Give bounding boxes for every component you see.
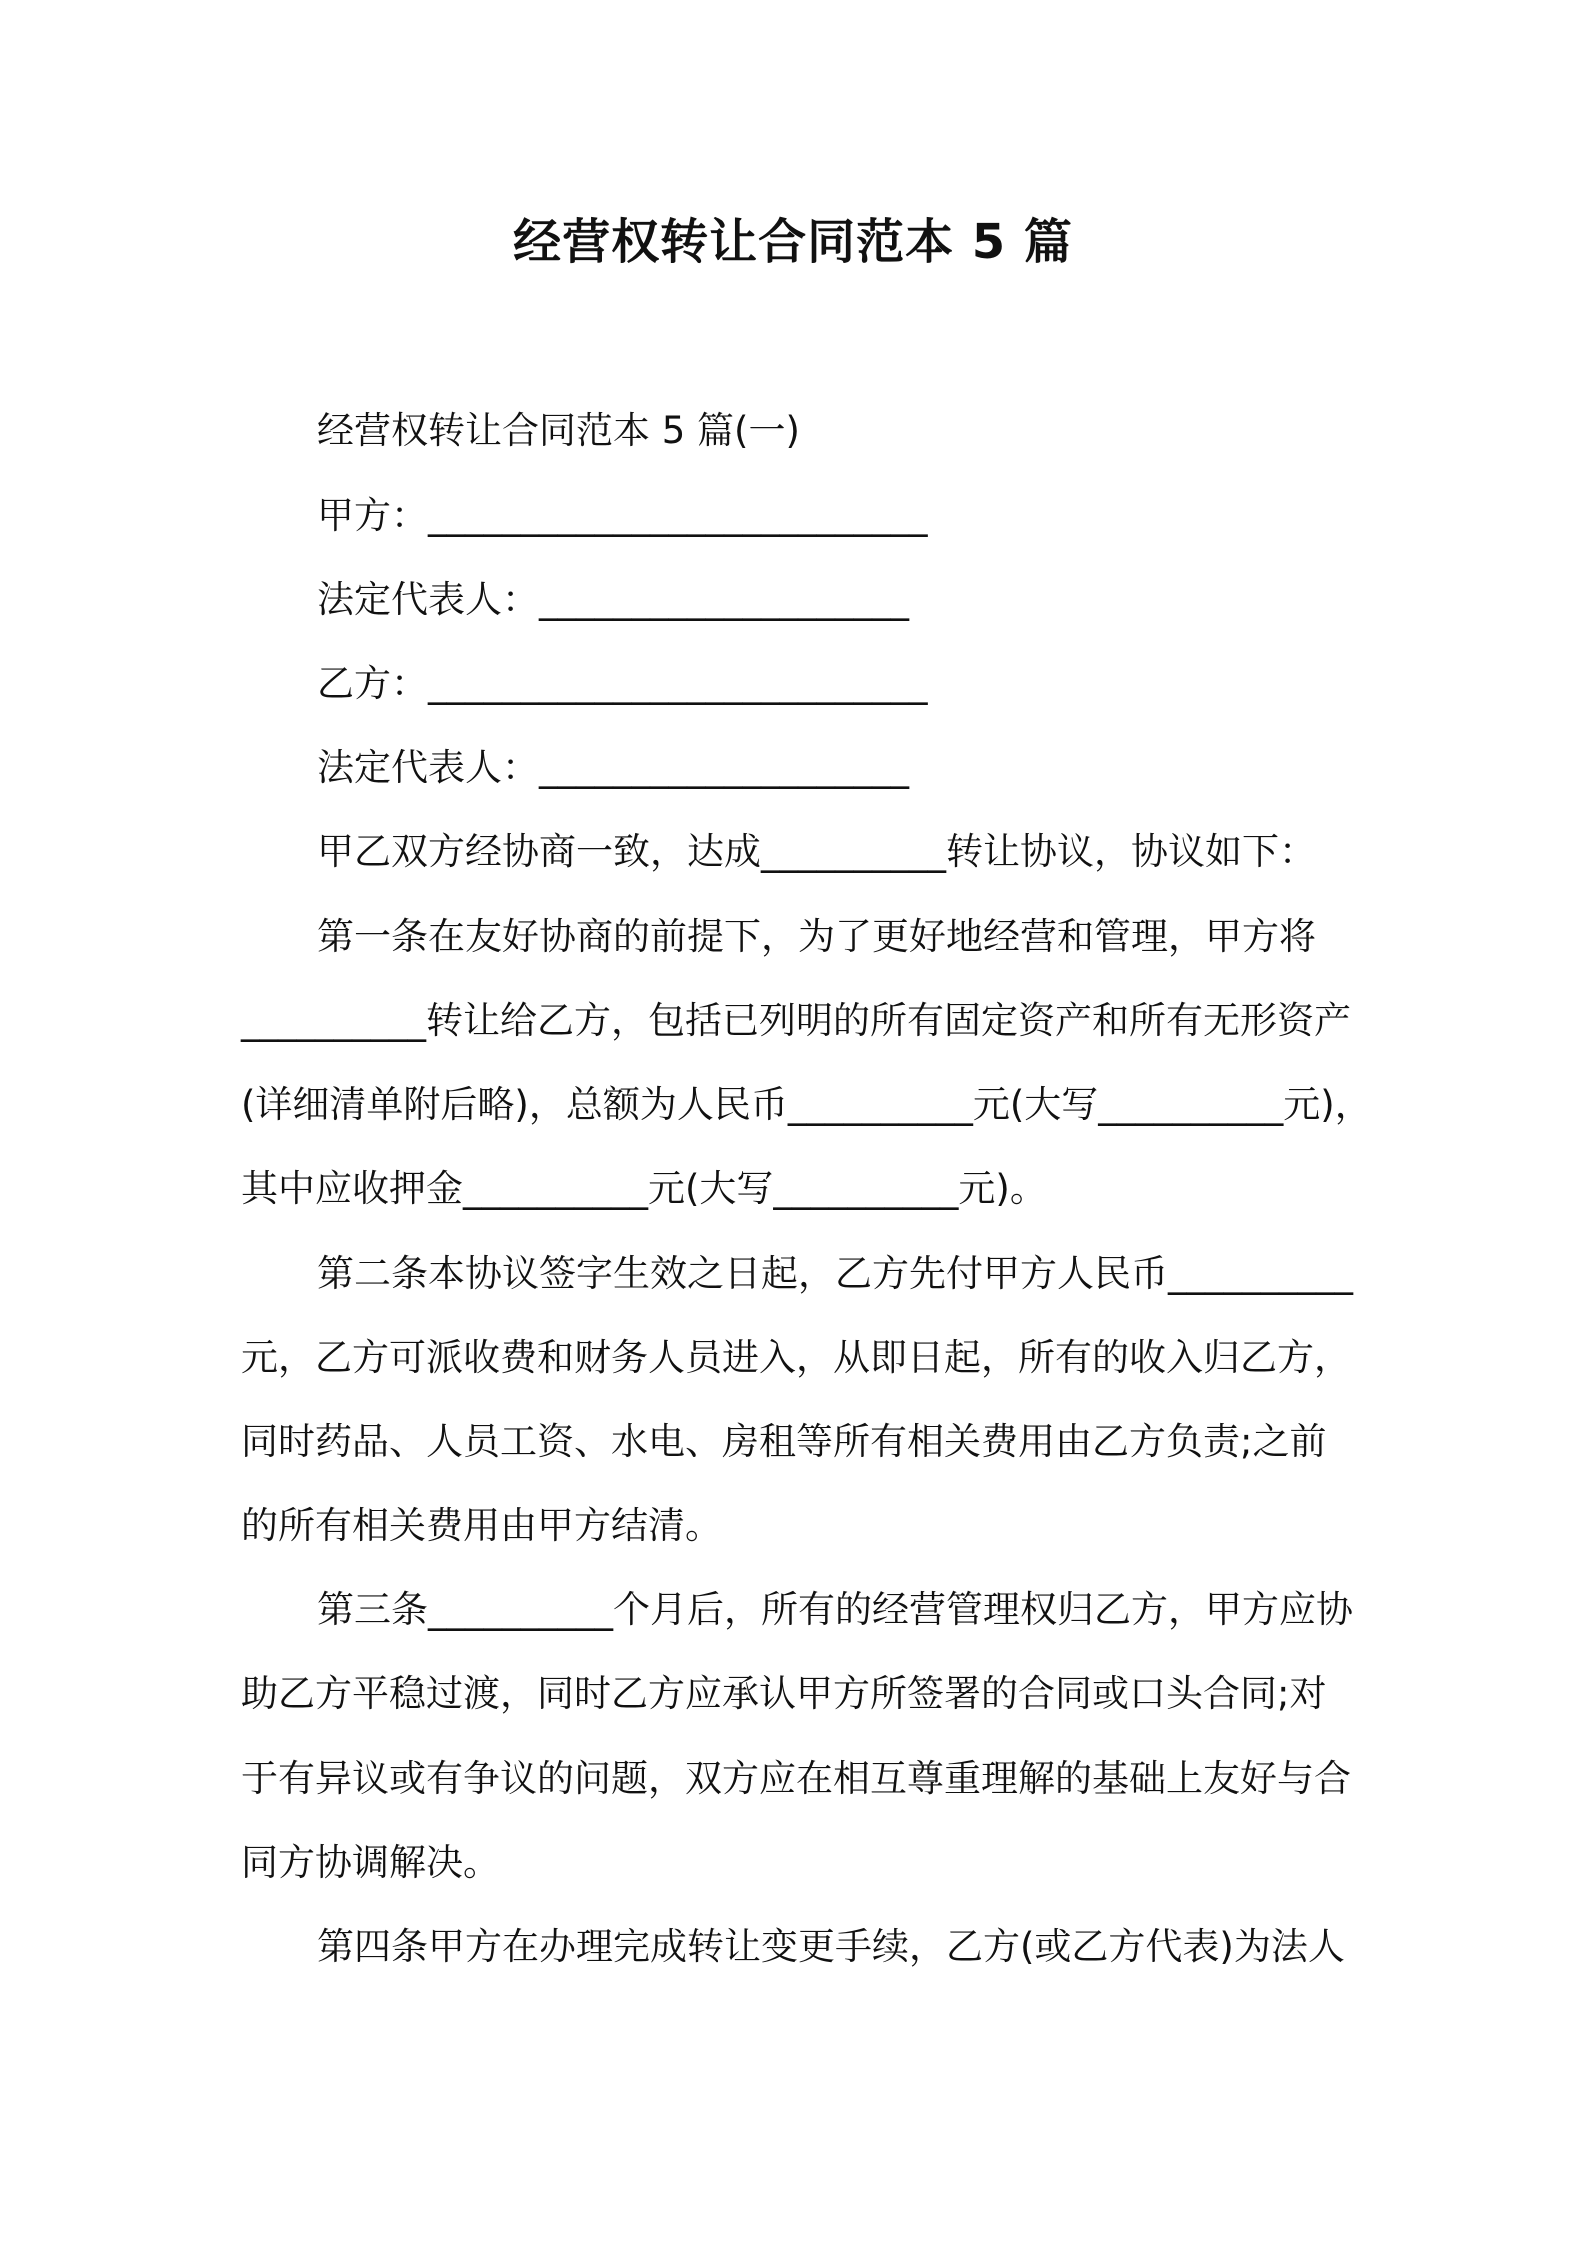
- article-3-line: 助乙方平稳过渡，同时乙方应承认甲方所签署的合同或口头合同;对: [241, 1672, 1327, 1715]
- agreement-intro: 甲乙双方经协商一致，达成__________转让协议，协议如下：: [317, 830, 1316, 873]
- article-1-line: __________转让给乙方，包括已列明的所有固定资产和所有无形资产: [241, 999, 1351, 1042]
- article-1-line: (详细清单附后略)，总额为人民币__________元(大写__________元)，: [241, 1083, 1372, 1126]
- party-a-representative-field: 法定代表人：____________________: [317, 578, 909, 621]
- article-4-line: 第四条甲方在办理完成转让变更手续，乙方(或乙方代表)为法人: [317, 1925, 1345, 1968]
- article-2-line: 元，乙方可派收费和财务人员进入，从即日起，所有的收入归乙方，: [241, 1336, 1351, 1379]
- article-2-line: 第二条本协议签字生效之日起，乙方先付甲方人民币__________: [317, 1252, 1353, 1295]
- document-title: 经营权转让合同范本 5 篇: [513, 214, 1073, 270]
- article-2-line: 同时药品、人员工资、水电、房租等所有相关费用由乙方负责;之前: [241, 1420, 1327, 1463]
- article-3-line: 于有异议或有争议的问题，双方应在相互尊重理解的基础上友好与合: [241, 1757, 1351, 1800]
- article-3-line: 同方协调解决。: [241, 1841, 500, 1884]
- article-1-line: 其中应收押金__________元(大写__________元)。: [241, 1167, 1047, 1210]
- article-1-line: 第一条在友好协商的前提下，为了更好地经营和管理，甲方将: [317, 915, 1316, 958]
- party-b-field: 乙方：___________________________: [317, 662, 928, 705]
- article-2-line: 的所有相关费用由甲方结清。: [241, 1504, 722, 1547]
- party-b-representative-field: 法定代表人：____________________: [317, 746, 909, 789]
- article-3-line: 第三条__________个月后，所有的经营管理权归乙方，甲方应协: [317, 1588, 1353, 1631]
- contract-subtitle: 经营权转让合同范本 5 篇(一): [317, 409, 800, 452]
- party-a-field: 甲方：___________________________: [317, 494, 928, 537]
